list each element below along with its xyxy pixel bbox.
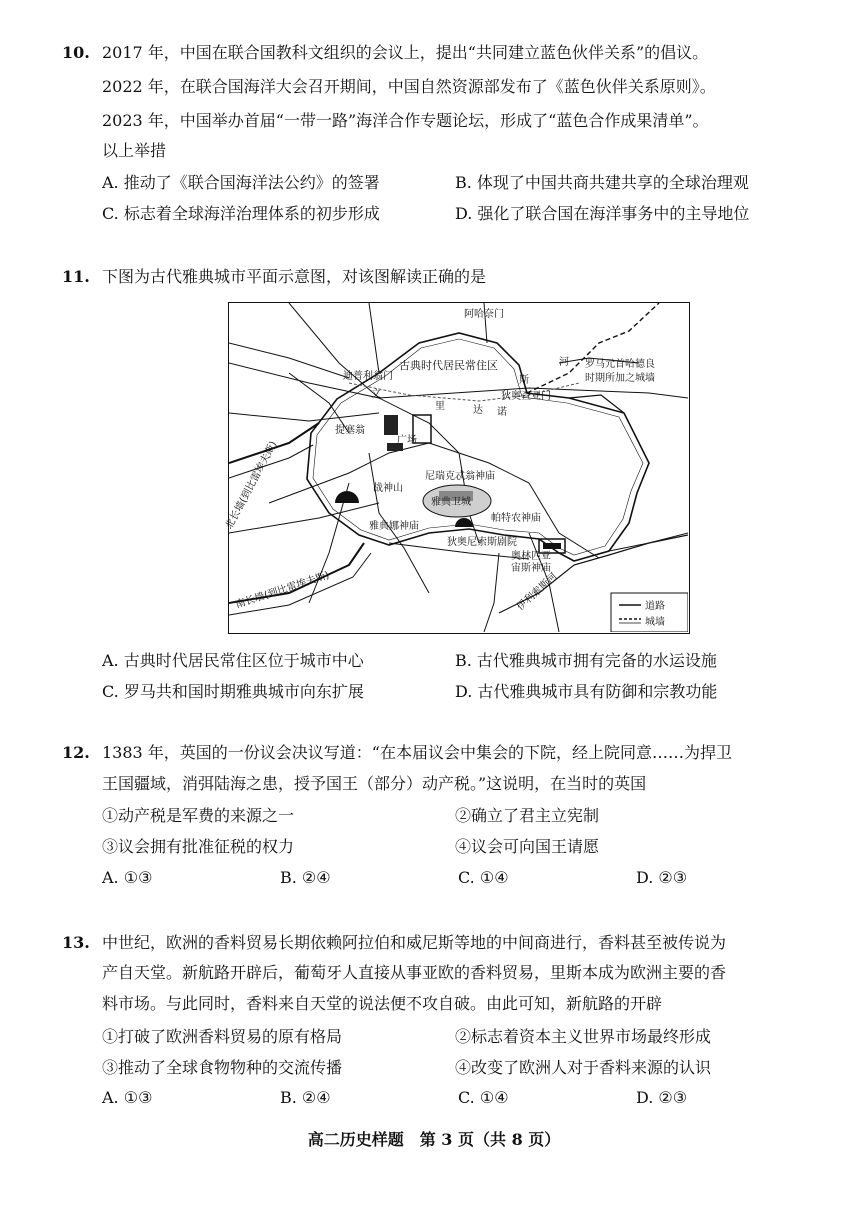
map-label-south-wall: 南长墙(到比雷埃夫斯)	[234, 570, 331, 611]
q12-stem-line-1: 1383 年，英国的一份议会决议写道：“在本届议会中集会的下院，经上院同意……为捍卫	[102, 743, 732, 762]
q10-option-a[interactable]: A. 推动了《联合国海洋法公约》的签署	[102, 173, 380, 192]
map-label-roman-wall-2: 时期所加之城墙	[585, 373, 655, 384]
map-label-residential: 古典时代居民常住区	[399, 359, 498, 372]
q13-item-1: ①打破了欧洲香料贸易的原有格局	[102, 1027, 343, 1046]
q13-stem-line-1: 中世纪，欧洲的香料贸易长期依赖阿拉伯和威尼斯等地的中间商进行，香料甚至被传说为	[102, 933, 727, 952]
q13-option-c[interactable]: C. ①④	[458, 1088, 509, 1107]
q12-item-4: ④议会可向国王请愿	[455, 837, 600, 856]
legend-road-label: 道路	[645, 601, 665, 612]
q13-option-d[interactable]: D. ②③	[636, 1088, 688, 1107]
q13-option-b[interactable]: B. ②④	[280, 1088, 331, 1107]
q13-option-a[interactable]: A. ①③	[102, 1088, 153, 1107]
dionysus-theatre	[455, 518, 473, 527]
q11-number: 11.	[62, 267, 90, 286]
map-label-river-3: 达	[473, 405, 483, 416]
q11-option-b[interactable]: B. 古代雅典城市拥有完备的水运设施	[455, 651, 717, 670]
q11-option-d[interactable]: D. 古代雅典城市具有防御和宗教功能	[455, 682, 718, 701]
map-label-athena-temple: 雅典娜神庙	[369, 521, 419, 532]
map-label-ilissos: 伊利索斯河	[515, 571, 560, 613]
map-label-river-6: 河	[559, 357, 569, 368]
map-label-nike: 尼瑞克忒翁神庙	[425, 471, 495, 482]
q12-stem-line-2: 王国疆域，消弭陆海之患，授予国王（部分）动产税。”这说明，在当时的英国	[102, 774, 647, 793]
q11-option-a[interactable]: A. 古典时代居民常住区位于城市中心	[102, 651, 364, 670]
q13-number: 13.	[62, 933, 90, 952]
map-label-diochares: 狄奥查亚门	[501, 391, 551, 402]
map-label-river-2: 里	[435, 401, 445, 412]
map-label-river-1: 文	[371, 389, 381, 400]
q10-number: 10.	[62, 43, 90, 62]
map-label-agora: 广场	[397, 435, 417, 446]
q12-number: 12.	[62, 743, 90, 762]
q12-option-d[interactable]: D. ②③	[636, 868, 688, 887]
q13-stem-line-3: 料市场。与此同时，香料来自天堂的说法便不攻自破。由此可知，新航路的开辟	[102, 994, 663, 1013]
map-label-areopagus: 战神山	[373, 483, 403, 494]
q11-stem: 下图为古代雅典城市平面示意图，对该图解读正确的是	[102, 267, 487, 286]
map-label-ceramicus: 提塞翁	[335, 425, 365, 436]
map-label-north-wall: 北长墙(到比雷埃夫斯)	[223, 439, 280, 532]
q12-item-2: ②确立了君主立宪制	[455, 806, 600, 825]
q11-option-c[interactable]: C. 罗马共和国时期雅典城市向东扩展	[102, 682, 364, 701]
q13-item-4: ④改变了欧洲人对于香料来源的认识	[455, 1058, 712, 1077]
map-label-river-5: 斯	[519, 375, 529, 386]
q10-stem-line-2: 2022 年，在联合国海洋大会召开期间，中国自然资源部发布了《蓝色伙伴关系原则》。	[102, 77, 716, 96]
map-label-river-4: 诺	[497, 407, 507, 418]
q12-item-3: ③议会拥有批准征税的权力	[102, 837, 295, 856]
map-label-dipylon: 迪普利翁门	[343, 371, 393, 382]
map-label-theatre: 狄奥尼索斯剧院	[447, 537, 517, 548]
map-label-olympieion-2: 宙斯神庙	[511, 563, 551, 574]
q12-option-b[interactable]: B. ②④	[280, 868, 331, 887]
map-label-acropolis: 雅典卫城	[431, 497, 471, 508]
athens-map	[223, 302, 690, 634]
q10-stem-line-4: 以上举措	[102, 141, 167, 160]
q12-option-c[interactable]: C. ①④	[458, 868, 509, 887]
map-label-roman-wall-1: 罗马元首哈德良	[585, 359, 655, 370]
q10-option-d[interactable]: D. 强化了联合国在海洋事务中的主导地位	[455, 204, 750, 223]
q10-option-b[interactable]: B. 体现了中国共商共建共享的全球治理观	[455, 173, 749, 192]
odeon-theatre	[335, 491, 359, 503]
q12-option-a[interactable]: A. ①③	[102, 868, 153, 887]
agora-building	[384, 415, 398, 435]
page-footer: 高二历史样题 第 3 页（共 8 页）	[307, 1130, 561, 1149]
q10-stem-line-1: 2017 年，中国在联合国教科文组织的会议上，提出“共同建立蓝色伙伴关系”的倡议。	[102, 43, 709, 62]
q10-option-c[interactable]: C. 标志着全球海洋治理体系的初步形成	[102, 204, 380, 223]
map-label-parthenon: 帕特农神庙	[491, 513, 541, 524]
q13-item-2: ②标志着资本主义世界市场最终形成	[455, 1027, 712, 1046]
map-label-gate: 阿哈奈门	[464, 309, 504, 320]
map-label-olympieion-1: 奥林匹亚	[511, 551, 551, 562]
q12-item-1: ①动产税是军费的来源之一	[102, 806, 295, 825]
q10-stem-line-3: 2023 年，中国举办首届“一带一路”海洋合作专题论坛，形成了“蓝色合作成果清单”。	[102, 111, 709, 130]
legend-wall-label: 城墙	[645, 617, 665, 628]
q13-stem-line-2: 产自天堂。新航路开辟后，葡萄牙人直接从事亚欧的香料贸易，里斯本成为欧洲主要的香	[102, 963, 727, 982]
q13-item-3: ③推动了全球食物物种的交流传播	[102, 1058, 343, 1077]
